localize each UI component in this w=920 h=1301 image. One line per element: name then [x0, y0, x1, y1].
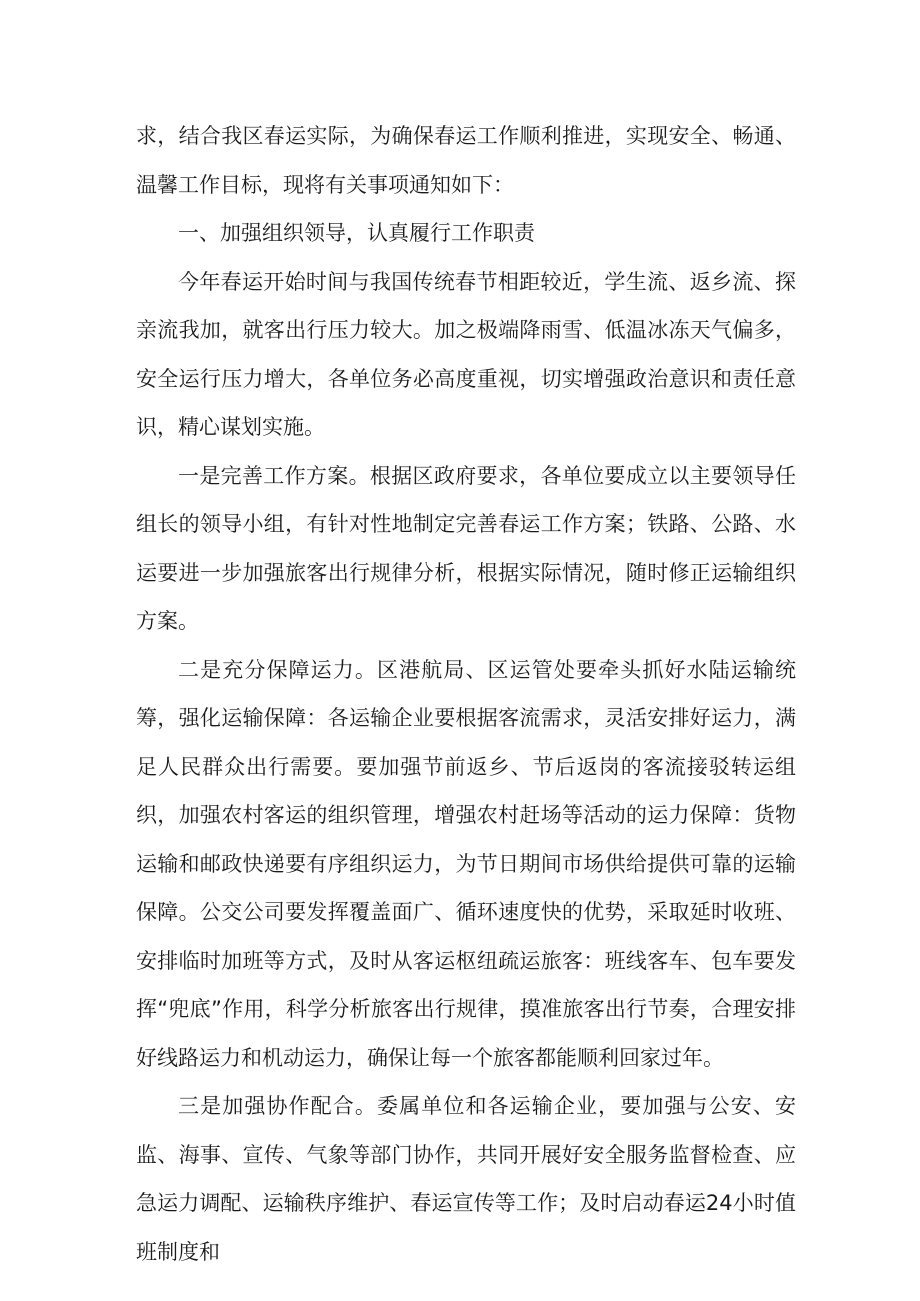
section-heading: 一、加强组织领导，认真履行工作职责 — [178, 221, 535, 245]
document-page — [136, 112, 796, 1276]
paragraph-intro-continuation: 求，结合我区春运实际，为确保春运工作顺利推进，实现安全、畅通、温馨工作目标，现将有关事项通知如下： — [136, 124, 796, 197]
paragraph-section-body: 今年春运开始时间与我国传统春节相距较近，学生流、返乡流、探亲流我加，就客出行压力较大。加之极端降雨雪、低温冰冻天气偏多，安全运行压力增大，各单位务必高度重视，切实增强政治意识和责任意识，精心谋划实施。 — [136, 269, 796, 439]
paragraph-item-3: 三是加强协作配合。委属单位和各运输企业，要加强与公安、安监、海事、宣传、气象等部门协作，共同开展好安全服务监督检查、应急运力调配、运输秩序维护、春运宣传等工作；及时启动春运24小时值班制度和 — [136, 1094, 796, 1264]
paragraph-item-1: 一是完善工作方案。根据区政府要求，各单位要成立以主要领导任组长的领导小组，有针对性地制定完善春运工作方案；铁路、公路、水运要进一步加强旅客出行规律分析，根据实际情况，随时修正运输组织方案。 — [136, 463, 796, 633]
paragraph-item-2: 二是充分保障运力。区港航局、区运管处要牵头抓好水陆运输统筹，强化运输保障：各运输企业要根据客流需求，灵活安排好运力，满足人民群众出行需要。要加强节前返乡、节后返岗的客流接驳转运组织，加强农村客运的组织管理，增强农村赶场等活动的运力保障：货物运输和邮政快递要有序组织运力，为节日期间市场供给提供可靠的运输保障。公交公司要发挥覆盖面广、循环速度快的优势，采取延时收班、安排临时加班等方式，及时从客运枢纽疏运旅客：班线客车、包车要发挥“兜底”作用，科学分析旅客出行规律，摸准旅客出行节奏，合理安排好线路运力和机动运力，确保让每一个旅客都能顺利回家过年。 — [136, 657, 796, 1070]
